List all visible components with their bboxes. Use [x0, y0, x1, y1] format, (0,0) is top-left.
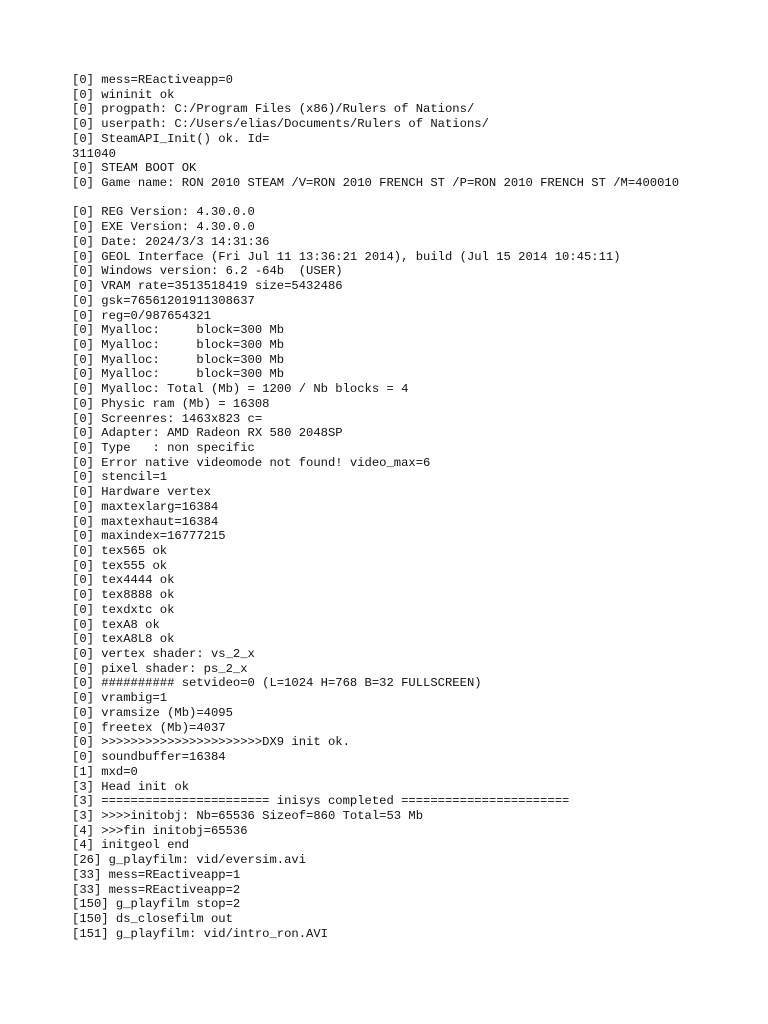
log-line: [0] maxtexhaut=16384 — [72, 514, 219, 529]
log-line: [0] texA8 ok — [72, 617, 160, 632]
log-line: [0] EXE Version: 4.30.0.0 — [72, 220, 255, 235]
log-line: [1] mxd=0 — [72, 764, 138, 779]
log-line: [0] tex565 ok — [72, 544, 168, 558]
log-line: [0] Myalloc: block=300 Mb — [72, 337, 285, 352]
log-line: [33] mess=REactiveapp=2 — [72, 882, 241, 897]
log-line: [3] ======================= inisys completed ======================= — [72, 794, 570, 809]
log-line: [0] freetex (Mb)=4037 — [72, 720, 226, 735]
log-line: [0] VRAM rate=3513518419 size=5432486 — [72, 279, 343, 294]
blank-line — [72, 191, 679, 206]
log-line: [4] >>>fin initobj=65536 — [72, 823, 248, 838]
log-line: [33] mess=REactiveapp=1 — [72, 867, 241, 882]
log-line: [4] initgeol end — [72, 838, 190, 853]
log-line: [0] userpath: C:/Users/elias/Documents/Rulers of Nations/ — [72, 117, 489, 132]
log-line: [0] Myalloc: block=300 Mb — [72, 367, 285, 382]
log-line: [0] progpath: C:/Program Files (x86)/Rulers of Nations/ — [72, 102, 475, 117]
log-line: [0] texA8L8 ok — [72, 632, 175, 647]
log-line: [0] Game name: RON 2010 STEAM /V=RON 2010 FRENCH ST /P=RON 2010 FRENCH ST /M=400010 — [72, 176, 680, 191]
log-line: [150] ds_closefilm out — [72, 911, 233, 926]
log-line: [0] SteamAPI_Init() ok. Id= — [72, 131, 270, 146]
log-line: [0] Error native videomode not found! video_max=6 — [72, 455, 431, 470]
log-line: [0] Myalloc: block=300 Mb — [72, 352, 285, 367]
log-line: [0] tex555 ok — [72, 558, 168, 573]
log-line: [0] >>>>>>>>>>>>>>>>>>>>>>DX9 init ok. — [72, 735, 350, 750]
log-line: [0] Date: 2024/3/3 14:31:36 — [72, 234, 270, 249]
log-line: [3] >>>>initobj: Nb=65536 Sizeof=860 Total=53 Mb — [72, 808, 424, 823]
log-line: [0] vertex shader: vs_2_x — [72, 647, 255, 662]
log-line: [0] ########## setvideo=0 (L=1024 H=768 B=32 FULLSCREEN) — [72, 676, 482, 691]
log-line: [0] Myalloc: Total (Mb) = 1200 / Nb blocks = 4 — [72, 382, 409, 397]
log-line: [3] Head init ok — [72, 779, 190, 794]
log-line: [0] Physic ram (Mb) = 16308 — [72, 396, 270, 411]
log-line: [151] g_playfilm: vid/intro_ron.AVI — [72, 926, 328, 941]
log-line: [0] stencil=1 — [72, 470, 168, 485]
log-text — [72, 73, 679, 941]
log-line: [0] soundbuffer=16384 — [72, 750, 226, 765]
log-line: [0] REG Version: 4.30.0.0 — [72, 205, 255, 220]
log-line: [0] Screenres: 1463x823 c= — [72, 411, 263, 426]
log-line: [0] Adapter: AMD Radeon RX 580 2048SP — [72, 426, 343, 441]
log-line: [0] tex4444 ok — [72, 573, 175, 588]
log-line: 311040 — [72, 146, 116, 161]
log-line: [0] Type : non specific — [72, 440, 255, 455]
log-line: [150] g_playfilm stop=2 — [72, 897, 241, 912]
log-line: [0] GEOL Interface (Fri Jul 11 13:36:21 2014), build (Jul 15 2014 10:45:11) — [72, 249, 621, 264]
log-line: [0] tex8888 ok — [72, 588, 175, 603]
log-line: [0] maxindex=16777215 — [72, 529, 226, 544]
log-line: [0] maxtexlarg=16384 — [72, 499, 219, 514]
log-line: [0] STEAM BOOT OK — [72, 161, 197, 176]
log-line: [0] Windows version: 6.2 -64b (USER) — [72, 264, 343, 279]
log-line: [26] g_playfilm: vid/eversim.avi — [72, 853, 307, 868]
log-line: [0] texdxtc ok — [72, 602, 175, 617]
log-line: [0] vrambig=1 — [72, 691, 168, 706]
log-line: [0] mess=REactiveapp=0 — [72, 73, 233, 87]
log-line: [0] reg=0/987654321 — [72, 308, 211, 323]
log-line: [0] pixel shader: ps_2_x — [72, 661, 248, 676]
log-line: [0] Myalloc: block=300 Mb — [72, 323, 285, 338]
log-line: [0] wininit ok — [72, 87, 175, 102]
log-line: [0] Hardware vertex — [72, 485, 211, 500]
log-line: [0] vramsize (Mb)=4095 — [72, 705, 233, 720]
log-line: [0] gsk=76561201911308637 — [72, 293, 255, 308]
